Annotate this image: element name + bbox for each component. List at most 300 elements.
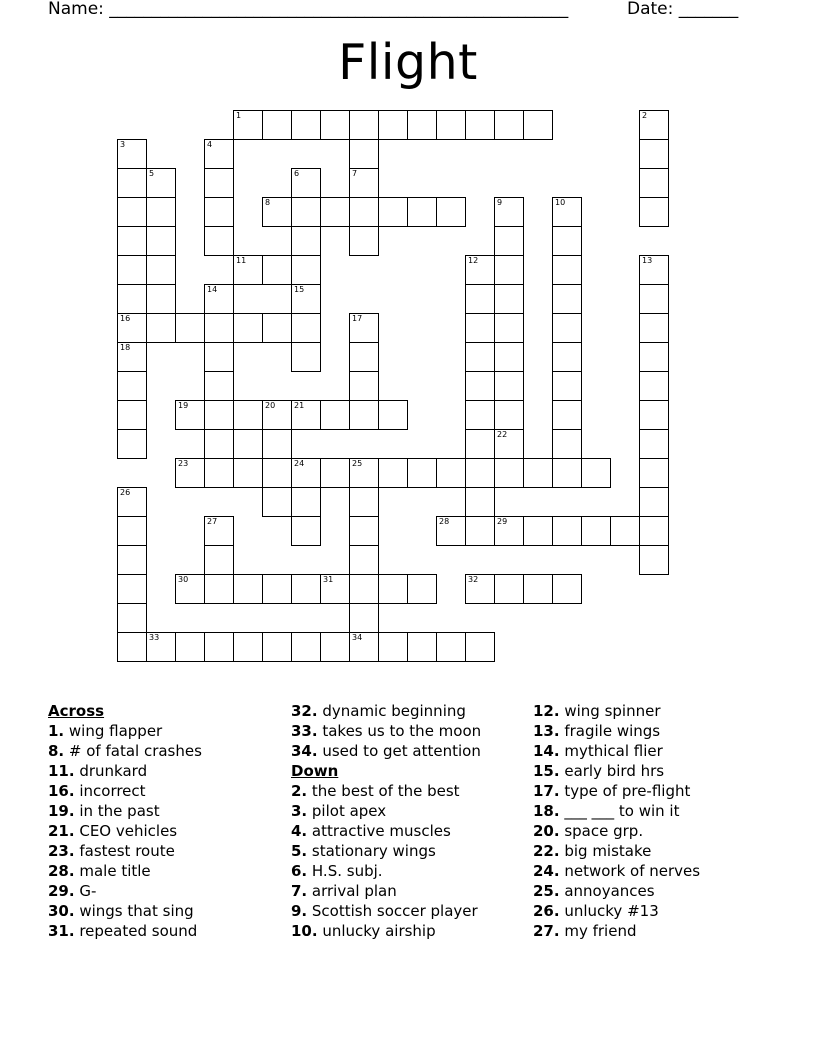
- grid-cell[interactable]: [291, 342, 321, 372]
- grid-cell[interactable]: [320, 574, 350, 604]
- clue-item: [48, 841, 202, 861]
- clue-item-text: fastest route: [74, 842, 175, 860]
- clue-item-number: 12.: [533, 702, 560, 720]
- grid-cell[interactable]: [117, 632, 147, 662]
- clue-item-text: space grp.: [559, 822, 644, 840]
- clue-item-text: wing spinner: [559, 702, 661, 720]
- grid-cell[interactable]: [233, 110, 263, 140]
- clue-item: [291, 921, 481, 941]
- grid-cell[interactable]: [552, 458, 582, 488]
- clue-item: [291, 721, 481, 741]
- grid-cell[interactable]: [349, 574, 379, 604]
- clue-item-number: 7.: [291, 882, 308, 900]
- grid-cell[interactable]: [552, 284, 582, 314]
- clue-item: [48, 801, 202, 821]
- clue-number: 12: [468, 256, 479, 265]
- grid-cell[interactable]: [291, 400, 321, 430]
- grid-cell[interactable]: [175, 632, 205, 662]
- grid-cell[interactable]: [117, 197, 147, 227]
- grid-cell[interactable]: [291, 110, 321, 140]
- clue-item-text: wings that sing: [74, 902, 194, 920]
- grid-cell[interactable]: [494, 429, 524, 459]
- grid-cell[interactable]: [494, 400, 524, 430]
- grid-cell[interactable]: [494, 255, 524, 285]
- grid-cell[interactable]: [146, 168, 176, 198]
- grid-cell[interactable]: [291, 516, 321, 546]
- grid-cell[interactable]: [262, 197, 292, 227]
- clue-item-number: 23.: [48, 842, 75, 860]
- grid-cell[interactable]: [639, 139, 669, 169]
- grid-cell[interactable]: [117, 516, 147, 546]
- clue-number: 18: [120, 343, 131, 352]
- grid-cell[interactable]: [262, 429, 292, 459]
- clue-number: 19: [178, 401, 189, 410]
- clue-item-text: repeated sound: [74, 922, 198, 940]
- clue-number: 30: [178, 575, 189, 584]
- grid-cell[interactable]: [349, 545, 379, 575]
- clue-item: [48, 881, 202, 901]
- grid-cell[interactable]: [262, 313, 292, 343]
- grid-cell[interactable]: [494, 342, 524, 372]
- grid-cell[interactable]: [291, 632, 321, 662]
- grid-cell[interactable]: [465, 342, 495, 372]
- clue-item: [533, 921, 700, 941]
- clue-item-text: drunkard: [74, 762, 148, 780]
- grid-cell[interactable]: [175, 400, 205, 430]
- grid-cell[interactable]: [378, 197, 408, 227]
- grid-cell[interactable]: [262, 632, 292, 662]
- clue-item-number: 26.: [533, 902, 560, 920]
- grid-cell[interactable]: [204, 400, 234, 430]
- grid-cell[interactable]: [465, 516, 495, 546]
- grid-cell[interactable]: [639, 168, 669, 198]
- grid-cell[interactable]: [204, 545, 234, 575]
- grid-cell[interactable]: [146, 284, 176, 314]
- grid-cell[interactable]: [146, 197, 176, 227]
- grid-cell[interactable]: [117, 168, 147, 198]
- grid-cell[interactable]: [117, 226, 147, 256]
- clue-item-text: dynamic beginning: [317, 702, 466, 720]
- grid-cell[interactable]: [291, 458, 321, 488]
- grid-cell[interactable]: [291, 487, 321, 517]
- clue-item-number: 18.: [533, 802, 560, 820]
- grid-cell[interactable]: [175, 313, 205, 343]
- clue-number: 20: [265, 401, 276, 410]
- grid-cell[interactable]: [581, 516, 611, 546]
- clue-number: 27: [207, 517, 218, 526]
- clue-number: 3: [120, 140, 126, 149]
- clue-number: 17: [352, 314, 363, 323]
- clue-number: 26: [120, 488, 131, 497]
- clue-number: 14: [207, 285, 218, 294]
- clue-item-text: big mistake: [559, 842, 652, 860]
- clue-item-text: attractive muscles: [307, 822, 451, 840]
- grid-cell[interactable]: [465, 632, 495, 662]
- grid-cell[interactable]: [204, 458, 234, 488]
- grid-cell[interactable]: [378, 632, 408, 662]
- clue-item-number: 22.: [533, 842, 560, 860]
- grid-cell[interactable]: [523, 458, 553, 488]
- grid-cell[interactable]: [465, 487, 495, 517]
- clue-item-text: takes us to the moon: [317, 722, 482, 740]
- grid-cell[interactable]: [349, 516, 379, 546]
- clue-number: 16: [120, 314, 131, 323]
- grid-cell[interactable]: [639, 487, 669, 517]
- grid-cell[interactable]: [146, 255, 176, 285]
- grid-cell[interactable]: [117, 313, 147, 343]
- puzzle-title: Flight: [338, 34, 478, 91]
- clue-item-number: 13.: [533, 722, 560, 740]
- clue-item-text: male title: [74, 862, 151, 880]
- grid-cell[interactable]: [117, 371, 147, 401]
- clue-item-text: used to get attention: [317, 742, 481, 760]
- clue-number: 8: [265, 198, 271, 207]
- clue-item-text: incorrect: [74, 782, 146, 800]
- grid-cell[interactable]: [639, 313, 669, 343]
- grid-cell[interactable]: [262, 400, 292, 430]
- clue-item-number: 30.: [48, 902, 75, 920]
- grid-cell[interactable]: [320, 458, 350, 488]
- clue-item: [291, 901, 481, 921]
- clue-number: 4: [207, 140, 213, 149]
- clue-item: [48, 741, 202, 761]
- grid-cell[interactable]: [291, 313, 321, 343]
- clue-item: [291, 801, 481, 821]
- grid-cell[interactable]: [320, 632, 350, 662]
- grid-cell[interactable]: [291, 574, 321, 604]
- grid-cell[interactable]: [494, 110, 524, 140]
- grid-cell[interactable]: [436, 516, 466, 546]
- clue-item-number: 31.: [48, 922, 75, 940]
- date-field-label: Date: _______: [627, 0, 739, 19]
- grid-cell[interactable]: [349, 458, 379, 488]
- grid-cell[interactable]: [552, 226, 582, 256]
- grid-cell[interactable]: [204, 197, 234, 227]
- clue-item: [533, 741, 700, 761]
- clue-column-1: [48, 701, 202, 941]
- clue-item: [533, 761, 700, 781]
- grid-cell[interactable]: [117, 284, 147, 314]
- grid-cell[interactable]: [349, 313, 379, 343]
- clue-item-text: mythical flier: [559, 742, 663, 760]
- grid-cell[interactable]: [523, 516, 553, 546]
- clue-item: [533, 801, 700, 821]
- grid-cell[interactable]: [262, 255, 292, 285]
- grid-cell[interactable]: [639, 255, 669, 285]
- clue-item-number: 34.: [291, 742, 318, 760]
- grid-cell[interactable]: [175, 458, 205, 488]
- clue-item: [48, 821, 202, 841]
- grid-cell[interactable]: [349, 197, 379, 227]
- clue-number: 5: [149, 169, 155, 178]
- grid-cell[interactable]: [349, 632, 379, 662]
- grid-cell[interactable]: [320, 110, 350, 140]
- clue-item: [48, 861, 202, 881]
- grid-cell[interactable]: [291, 168, 321, 198]
- grid-cell[interactable]: [494, 284, 524, 314]
- clue-item-text: network of nerves: [559, 862, 701, 880]
- grid-cell[interactable]: [349, 487, 379, 517]
- clue-item-number: 25.: [533, 882, 560, 900]
- clue-item-number: 24.: [533, 862, 560, 880]
- clue-item-number: 6.: [291, 862, 308, 880]
- grid-cell[interactable]: [523, 574, 553, 604]
- grid-cell[interactable]: [204, 516, 234, 546]
- grid-cell[interactable]: [378, 458, 408, 488]
- clue-item-number: 19.: [48, 802, 75, 820]
- clue-item-number: 28.: [48, 862, 75, 880]
- grid-cell[interactable]: [465, 284, 495, 314]
- clue-number: 22: [497, 430, 508, 439]
- grid-cell[interactable]: [407, 197, 437, 227]
- clue-item-text: unlucky #13: [559, 902, 659, 920]
- grid-cell[interactable]: [349, 400, 379, 430]
- clue-item-text: annoyances: [559, 882, 655, 900]
- grid-cell[interactable]: [552, 313, 582, 343]
- clue-item-number: 29.: [48, 882, 75, 900]
- grid-cell[interactable]: [204, 226, 234, 256]
- clue-item-text: unlucky airship: [317, 922, 436, 940]
- grid-cell[interactable]: [117, 429, 147, 459]
- clue-item: [291, 741, 481, 761]
- grid-cell[interactable]: [436, 110, 466, 140]
- grid-cell[interactable]: [610, 516, 640, 546]
- grid-cell[interactable]: [407, 574, 437, 604]
- clue-number: 1: [236, 111, 242, 120]
- grid-cell[interactable]: [262, 487, 292, 517]
- grid-cell[interactable]: [552, 516, 582, 546]
- grid-cell[interactable]: [552, 429, 582, 459]
- grid-cell[interactable]: [465, 110, 495, 140]
- clue-number: 29: [497, 517, 508, 526]
- grid-cell[interactable]: [204, 632, 234, 662]
- clue-item-number: 5.: [291, 842, 308, 860]
- clue-section-heading: Across: [48, 702, 105, 720]
- grid-cell[interactable]: [436, 632, 466, 662]
- grid-cell[interactable]: [349, 168, 379, 198]
- grid-cell[interactable]: [233, 400, 263, 430]
- clue-item-number: 21.: [48, 822, 75, 840]
- clue-number: 13: [642, 256, 653, 265]
- clue-item-number: 16.: [48, 782, 75, 800]
- clue-item: [291, 781, 481, 801]
- clue-number: 24: [294, 459, 305, 468]
- grid-cell[interactable]: [175, 574, 205, 604]
- clue-item-text: H.S. subj.: [307, 862, 383, 880]
- clue-item: [533, 901, 700, 921]
- clue-number: 34: [352, 633, 363, 642]
- clue-item-text: G-: [74, 882, 97, 900]
- grid-cell[interactable]: [146, 226, 176, 256]
- grid-cell[interactable]: [494, 197, 524, 227]
- clue-number: 32: [468, 575, 479, 584]
- grid-cell[interactable]: [349, 226, 379, 256]
- grid-cell[interactable]: [494, 458, 524, 488]
- clue-number: 11: [236, 256, 247, 265]
- clue-item-text: arrival plan: [307, 882, 397, 900]
- clue-number: 23: [178, 459, 189, 468]
- grid-cell[interactable]: [552, 342, 582, 372]
- clue-item: [533, 841, 700, 861]
- grid-cell[interactable]: [349, 371, 379, 401]
- grid-cell[interactable]: [465, 458, 495, 488]
- clue-item-number: 9.: [291, 902, 308, 920]
- clue-item-number: 10.: [291, 922, 318, 940]
- grid-cell[interactable]: [465, 255, 495, 285]
- clue-item-text: ___ ___ to win it: [559, 802, 680, 820]
- clue-number: 2: [642, 111, 648, 120]
- clue-item-text: in the past: [74, 802, 160, 820]
- grid-cell[interactable]: [436, 458, 466, 488]
- clue-item: [291, 841, 481, 861]
- grid-cell[interactable]: [349, 342, 379, 372]
- grid-cell[interactable]: [639, 545, 669, 575]
- grid-cell[interactable]: [639, 429, 669, 459]
- grid-cell[interactable]: [349, 603, 379, 633]
- clue-item: [48, 921, 202, 941]
- clue-item-text: fragile wings: [559, 722, 661, 740]
- grid-cell[interactable]: [407, 458, 437, 488]
- grid-cell[interactable]: [204, 284, 234, 314]
- grid-cell[interactable]: [639, 110, 669, 140]
- clue-number: 6: [294, 169, 300, 178]
- grid-cell[interactable]: [291, 255, 321, 285]
- grid-cell[interactable]: [117, 255, 147, 285]
- grid-cell[interactable]: [349, 139, 379, 169]
- clue-item-text: stationary wings: [307, 842, 436, 860]
- clue-item: [291, 881, 481, 901]
- clue-item-number: 33.: [291, 722, 318, 740]
- grid-cell[interactable]: [494, 226, 524, 256]
- grid-cell[interactable]: [204, 139, 234, 169]
- grid-cell[interactable]: [436, 197, 466, 227]
- grid-cell[interactable]: [117, 545, 147, 575]
- grid-cell[interactable]: [233, 255, 263, 285]
- grid-cell[interactable]: [494, 371, 524, 401]
- clue-item-number: 32.: [291, 702, 318, 720]
- grid-cell[interactable]: [639, 342, 669, 372]
- clue-item: [291, 861, 481, 881]
- grid-cell[interactable]: [204, 574, 234, 604]
- clue-column-2: [291, 701, 481, 941]
- grid-cell[interactable]: [233, 574, 263, 604]
- clue-column-3: [533, 701, 700, 941]
- grid-cell[interactable]: [494, 574, 524, 604]
- clue-item-number: 20.: [533, 822, 560, 840]
- grid-cell[interactable]: [262, 458, 292, 488]
- clue-item: [48, 901, 202, 921]
- grid-cell[interactable]: [639, 458, 669, 488]
- grid-cell[interactable]: [117, 400, 147, 430]
- clue-item-number: 8.: [48, 742, 65, 760]
- grid-cell[interactable]: [494, 516, 524, 546]
- grid-cell[interactable]: [552, 400, 582, 430]
- clue-section-heading: Down: [291, 762, 339, 780]
- grid-cell[interactable]: [204, 342, 234, 372]
- grid-cell[interactable]: [291, 284, 321, 314]
- clue-item: [533, 821, 700, 841]
- grid-cell[interactable]: [465, 574, 495, 604]
- clue-item: [291, 821, 481, 841]
- clue-item-text: wing flapper: [64, 722, 163, 740]
- grid-cell[interactable]: [552, 574, 582, 604]
- grid-cell[interactable]: [639, 400, 669, 430]
- grid-cell[interactable]: [407, 632, 437, 662]
- grid-cell[interactable]: [291, 226, 321, 256]
- clue-item-text: type of pre-flight: [559, 782, 691, 800]
- clue-item-number: 3.: [291, 802, 308, 820]
- grid-cell[interactable]: [639, 197, 669, 227]
- grid-cell[interactable]: [320, 400, 350, 430]
- grid-cell[interactable]: [262, 574, 292, 604]
- clue-item: [533, 701, 700, 721]
- clue-item-text: pilot apex: [307, 802, 387, 820]
- grid-cell[interactable]: [204, 429, 234, 459]
- grid-cell[interactable]: [552, 371, 582, 401]
- clue-item-number: 2.: [291, 782, 308, 800]
- grid-cell[interactable]: [552, 255, 582, 285]
- grid-cell[interactable]: [291, 197, 321, 227]
- clue-number: 15: [294, 285, 305, 294]
- clue-item-text: CEO vehicles: [74, 822, 178, 840]
- grid-cell[interactable]: [552, 197, 582, 227]
- grid-cell[interactable]: [639, 516, 669, 546]
- grid-cell[interactable]: [378, 574, 408, 604]
- grid-cell[interactable]: [465, 429, 495, 459]
- clue-item-text: # of fatal crashes: [64, 742, 202, 760]
- grid-cell[interactable]: [117, 574, 147, 604]
- grid-cell[interactable]: [204, 168, 234, 198]
- grid-cell[interactable]: [117, 342, 147, 372]
- clue-item: [291, 701, 481, 721]
- clue-item: [533, 781, 700, 801]
- clue-item-number: 11.: [48, 762, 75, 780]
- grid-cell[interactable]: [378, 400, 408, 430]
- clue-item: [533, 721, 700, 741]
- grid-cell[interactable]: [465, 371, 495, 401]
- grid-cell[interactable]: [581, 458, 611, 488]
- grid-cell[interactable]: [146, 632, 176, 662]
- clue-item-text: my friend: [559, 922, 637, 940]
- clue-number: 28: [439, 517, 450, 526]
- clue-item-number: 27.: [533, 922, 560, 940]
- grid-cell[interactable]: [262, 110, 292, 140]
- grid-cell[interactable]: [639, 284, 669, 314]
- grid-cell[interactable]: [494, 313, 524, 343]
- grid-cell[interactable]: [117, 603, 147, 633]
- grid-cell[interactable]: [146, 313, 176, 343]
- grid-cell[interactable]: [407, 110, 437, 140]
- grid-cell[interactable]: [320, 197, 350, 227]
- clue-item-number: 1.: [48, 722, 65, 740]
- grid-cell[interactable]: [117, 139, 147, 169]
- clue-item-text: Scottish soccer player: [307, 902, 478, 920]
- grid-cell[interactable]: [204, 313, 234, 343]
- grid-cell[interactable]: [117, 487, 147, 517]
- grid-cell[interactable]: [233, 632, 263, 662]
- grid-cell[interactable]: [204, 371, 234, 401]
- grid-cell[interactable]: [523, 110, 553, 140]
- grid-cell[interactable]: [349, 110, 379, 140]
- grid-cell[interactable]: [233, 313, 263, 343]
- grid-cell[interactable]: [639, 371, 669, 401]
- clue-number: 31: [323, 575, 334, 584]
- grid-cell[interactable]: [465, 400, 495, 430]
- clue-item-text: early bird hrs: [559, 762, 665, 780]
- grid-cell[interactable]: [233, 458, 263, 488]
- grid-cell[interactable]: [465, 313, 495, 343]
- grid-cell[interactable]: [378, 110, 408, 140]
